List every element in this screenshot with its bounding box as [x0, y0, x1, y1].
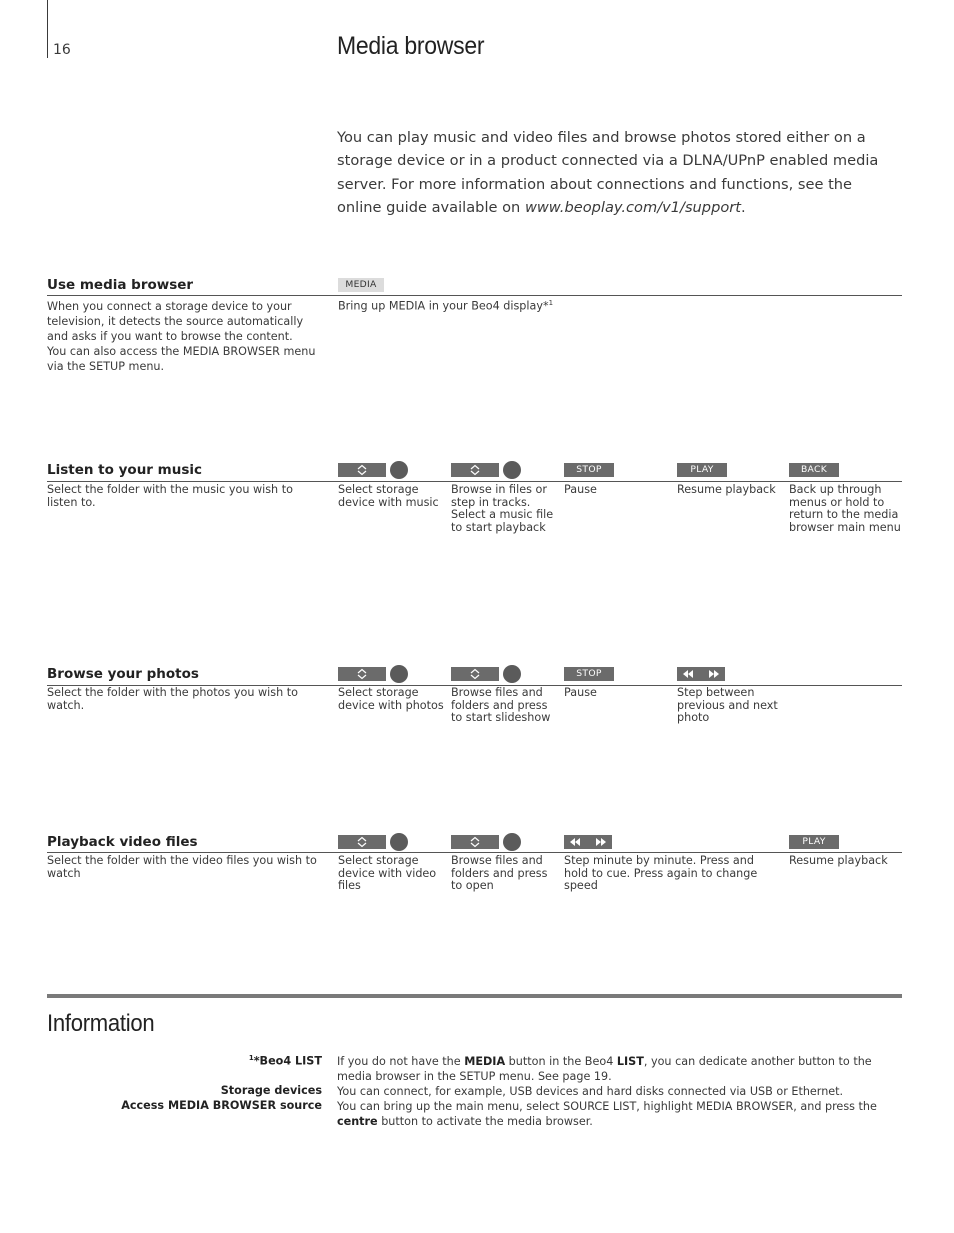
intro-text: You can play music and video files and browse photos stored either on a storage device or in a product connected via a DLNA/UPnP enabled media server. For more information about connections and functions, see the online guide available on — [337, 129, 879, 217]
centre-button-icon — [390, 833, 408, 851]
info-text-storage-devices: You can connect, for example, USB devices and hard disks connected via USB or Ethernet. — [337, 1085, 844, 1098]
info-label-beo4-list — [249, 1054, 322, 1068]
info-text-bold: LIST — [616, 1055, 644, 1068]
listen-music-title: Listen to your music — [47, 462, 202, 478]
photos-step-4: Step between previous and next photo — [677, 686, 778, 725]
up-down-nav-icon — [338, 463, 386, 477]
intro-end: . — [740, 199, 746, 217]
use-media-browser-desc: When you connect a storage device to your television, it detects the source automatically and asks if you want to browse the content. You can also access the MEDIA BROWSER menu via the SETUP menu. — [47, 300, 316, 373]
playback-video-title: Playback video files — [47, 834, 198, 850]
centre-button-icon — [390, 461, 408, 479]
centre-button-icon — [503, 665, 521, 683]
up-down-nav-icon — [451, 463, 499, 477]
listen-step-5: Back up through menus or hold to return to the media browser main menu — [789, 483, 901, 535]
browse-photos-title: Browse your photos — [47, 666, 199, 682]
video-step-1: Select storage device with video files — [338, 854, 437, 893]
video-step-3: Step minute by minute. Press and hold to cue. Press again to change speed — [564, 854, 758, 893]
rewind-forward-icon — [677, 667, 725, 681]
listen-step-2: Browse in files or step in tracks. Select a music file to start playback — [451, 483, 554, 535]
info-text-part: button in the Beo4 — [505, 1055, 617, 1068]
listen-music-desc: Select the folder with the music you wish to listen to. — [47, 483, 293, 509]
instruction-text: Bring up MEDIA in your Beo4 display* — [338, 299, 549, 313]
photos-step-1: Select storage device with photos — [338, 686, 444, 712]
use-media-browser-title: Use media browser — [47, 277, 194, 293]
playback-video-desc: Select the folder with the video files you wish to watch — [47, 854, 317, 880]
stop-button: STOP — [564, 463, 614, 477]
photos-step-3: Pause — [564, 686, 597, 699]
footnote-marker: 1 — [548, 299, 554, 307]
video-step-2: Browse files and folders and press to open — [451, 854, 548, 893]
info-label-text: *Beo4 LIST — [253, 1054, 322, 1068]
play-button: PLAY — [677, 463, 727, 477]
page-title: Media browser — [337, 32, 485, 60]
intro-paragraph — [337, 126, 897, 220]
info-text-part: If you do not have the — [337, 1055, 465, 1068]
rewind-forward-icon — [564, 835, 612, 849]
footnote-marker: 1 — [248, 1054, 254, 1062]
page-number: 16 — [53, 42, 71, 58]
info-text-beo4-list — [337, 1054, 902, 1084]
information-title: Information — [47, 1010, 155, 1037]
section-rule — [47, 481, 902, 482]
info-text-part: , you can dedicate another button to the media browser in the SETUP menu. See page 19. — [337, 1055, 872, 1083]
margin-line — [47, 0, 48, 58]
back-button: BACK — [789, 463, 839, 477]
info-text-bold: centre — [337, 1115, 378, 1128]
use-media-browser-instruction — [338, 297, 638, 313]
up-down-nav-icon — [451, 835, 499, 849]
listen-step-4: Resume playback — [677, 483, 776, 496]
listen-step-3: Pause — [564, 483, 597, 496]
section-rule — [47, 295, 902, 296]
centre-button-icon — [503, 461, 521, 479]
up-down-nav-icon — [338, 835, 386, 849]
media-button: MEDIA — [338, 278, 384, 292]
centre-button-icon — [390, 665, 408, 683]
centre-button-icon — [503, 833, 521, 851]
info-label-access-source: Access MEDIA BROWSER source — [121, 1099, 322, 1112]
support-link[interactable]: www.beoplay.com/v1/support — [524, 199, 741, 217]
listen-step-1: Select storage device with music — [338, 483, 439, 509]
info-text-access-source — [337, 1099, 902, 1129]
information-divider — [47, 994, 902, 998]
play-button: PLAY — [789, 835, 839, 849]
up-down-nav-icon — [338, 667, 386, 681]
info-label-storage-devices: Storage devices — [220, 1084, 322, 1097]
info-text-part: button to activate the media browser. — [377, 1115, 593, 1128]
info-text-bold: MEDIA — [464, 1055, 506, 1068]
browse-photos-desc: Select the folder with the photos you wish to watch. — [47, 686, 298, 712]
stop-button: STOP — [564, 667, 614, 681]
section-rule — [47, 852, 902, 853]
info-text-part: You can bring up the main menu, select SOURCE LIST, highlight MEDIA BROWSER, and press the — [337, 1100, 877, 1113]
video-step-5: Resume playback — [789, 854, 888, 867]
photos-step-2: Browse files and folders and press to start slideshow — [451, 686, 551, 725]
up-down-nav-icon — [451, 667, 499, 681]
